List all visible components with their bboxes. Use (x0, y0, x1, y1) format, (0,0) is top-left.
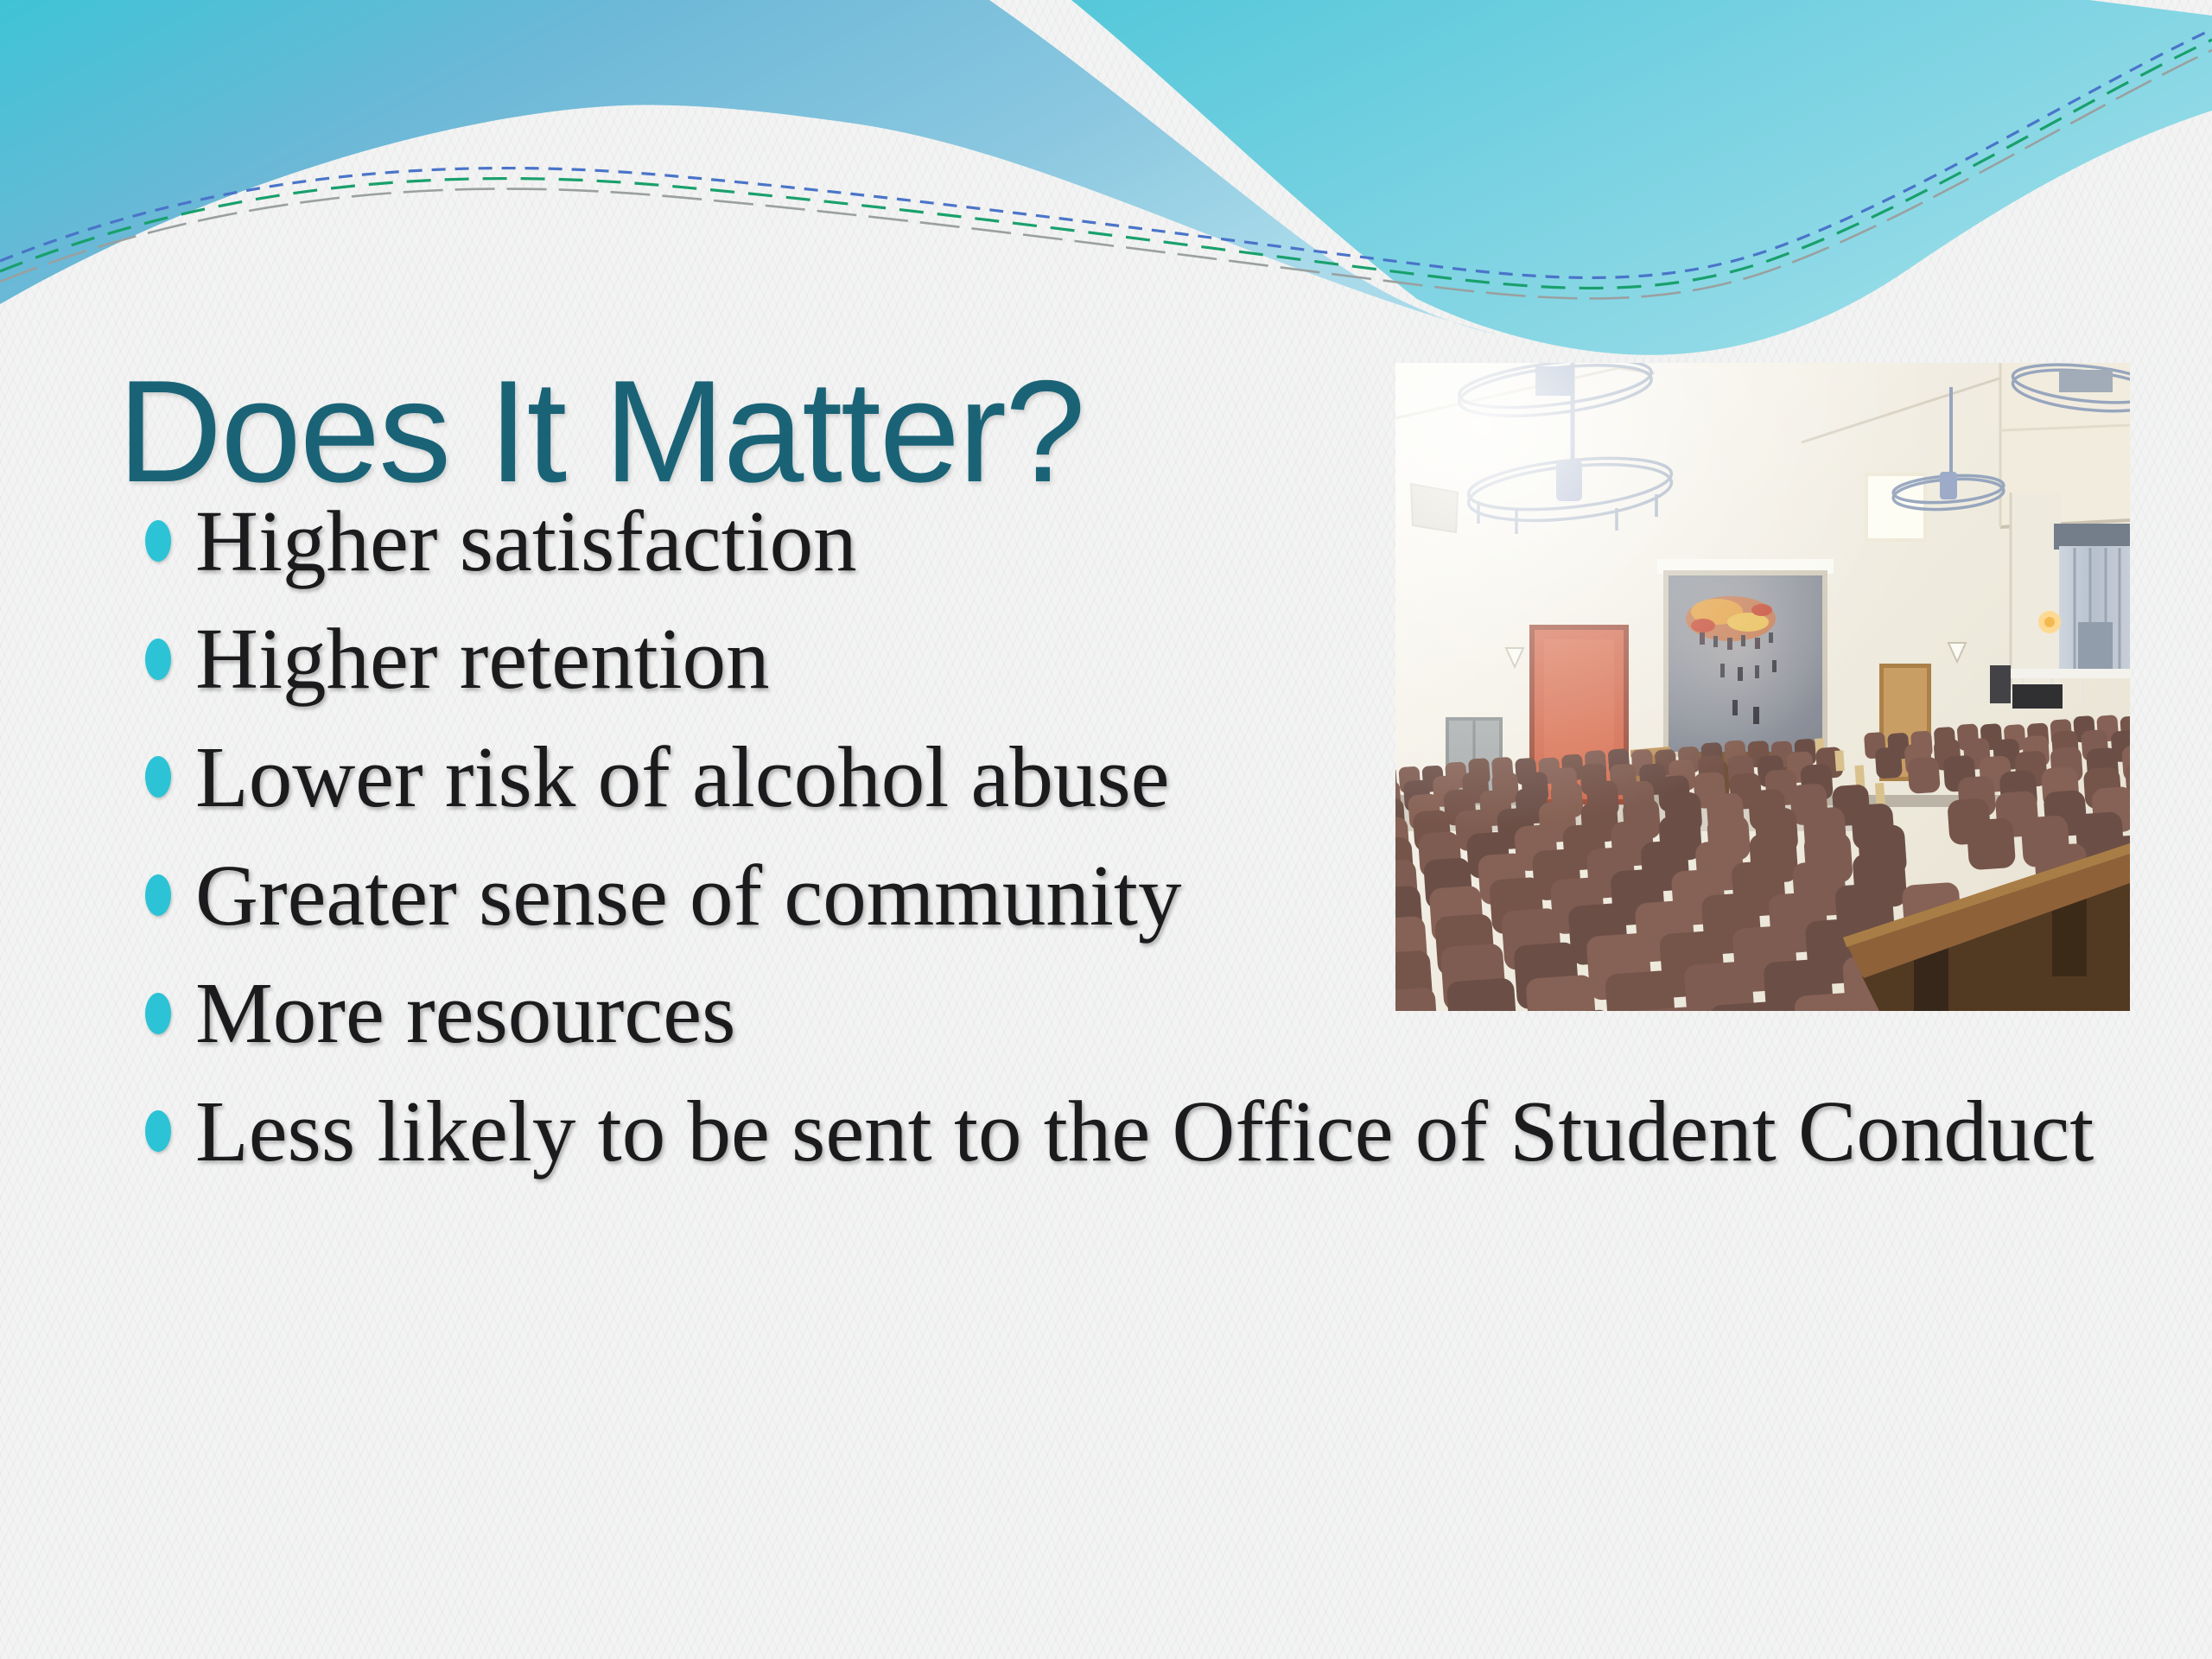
abstract-painting (1657, 559, 1834, 757)
bullet-item-text: Less likely to be sent to the Office of Student Conduct (195, 1082, 2094, 1179)
bullet-item-text: More resources (195, 964, 736, 1062)
bullet-item-text: Greater sense of community (195, 846, 1182, 944)
auditorium-photo (1395, 363, 2130, 1011)
bullet-dot-icon (145, 756, 171, 798)
bullet-dot-icon (145, 520, 171, 562)
bullet-item-text: Lower risk of alcohol abuse (195, 728, 1170, 825)
bullet-dot-icon (145, 874, 171, 916)
wave-teal-band (1071, 0, 2212, 355)
bullet-item-text: Higher retention (195, 610, 770, 708)
bullet-dot-icon (145, 639, 171, 680)
bullet-dot-icon (145, 1110, 171, 1152)
bullet-dot-icon (145, 993, 171, 1034)
bullet-item (130, 1072, 2177, 1191)
slide-title: Does It Matter? (118, 350, 1084, 512)
stage-area (1990, 493, 2130, 709)
bullet-item-text: Higher satisfaction (195, 492, 857, 589)
